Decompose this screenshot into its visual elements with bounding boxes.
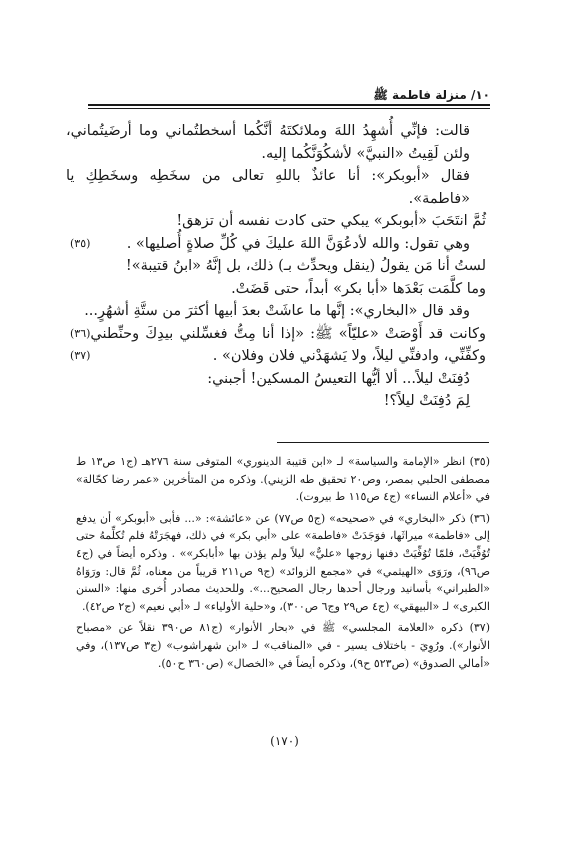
body-text	[66, 120, 486, 413]
paragraph-4	[66, 233, 486, 256]
paragraph-6: وما كلَّمَت بَعْدَها «أبا بكر» أبداً، حتى قَضَتْ.	[231, 280, 486, 297]
footnote-36: (٣٦) ذكر «البخاري» في «صحيحه» (ج٥ ص٧٧) عن «عائشة»: «... فأبى «أبوبكر» أن يدفع إلى «فاطمة» ميراثَها، فوَجَدَتْ «فاطمة» على «أبي بكر» في ذلك، فهجَرَتْهُ فلم تُكلِّمهُ حتى تُوُفِّيَتْ، فلمّا تُوُفِّيَتْ دفنها زوجها «عليٌّ» ليلاً ولم يؤذن بها «أبابكر»» . وذكره أيضاً في (ج٤ ص٩٦)، ورَوَى «الهيثمي» في «مجمع الزوائد» (ج٩ ص٢١١ قريباً من معناه، ثُمَّ قال: ورَوَاهُ «الطبراني» بأسانيد ورجال أحدها رجال الصحيح...». وللحديث مصادر أُخرى منها: «السنن الكبرى» لـ «البيهقي» (ج٤ ص٢٩ وج٦ ص٣٠٠)، و«حلية الأولياء» لـ «أبي نعيم» (ج٢ ص٤٢).	[76, 511, 491, 613]
running-header	[88, 86, 490, 106]
paragraph-7	[66, 300, 486, 340]
paragraph-2: فقال «أبوبكر»: أنا عائذٌ باللهِ تعالى من سخَطِه وسخَطِكِ يا «فاطمة».	[66, 168, 470, 207]
paragraph-5: لستُ أنا مَن يقولُ (ينقل ويحدِّث بـ) ذلك، بل إنَّهُ «ابنُ قتيبة»!	[125, 258, 486, 274]
header-title: ١٠/ منزلة فاطمة ﷺ	[373, 88, 490, 102]
footnote-35: (٣٥) انظر «الإمامة والسياسة» لـ «ابن قتيبة الدينوري» المتوفى سنة ٢٧٦هـ (ج١ ص١٣ ط مصطفى الحلبي بمصر، وص٢٠ تحقيق طه الزيني). وذكره من المتأخرين «عمر رضا كحّالة» في «أعلام النساء» (ج٤ ص١١٥ ط بيروت).	[76, 455, 491, 504]
paragraph-1: قالت: فإنِّي أُشهِدُ اللهَ وملائكتَهُ أنَّكُما أسخطتُماني وما أرضَيتُماني، ولئن لَقِيتُ «النبيَّ» لأشكُوَنَّكُما إليه.	[66, 123, 470, 162]
header-rule-thin	[88, 108, 490, 109]
footnotes	[76, 453, 490, 676]
footnote-37: (٣٧) ذكره «العلامة المجلسي» ﷺ في «بحار الأنوار» (ج٨١ ص٣٩٠ نقلاً عن «مصباح الأنوار»). ورُوِيَ - باختلاف يسير - في «المناقب» لـ «ابن شهراشوب» (ج٣ ص١٣٧)، وفي «أمالي الصدوق» (ص٥٢٣ ح٩)، وذكره أيضاً في «الخصال» (ص٣٦٠ ح٥٠).	[76, 621, 491, 670]
footnote-ref-37[interactable]: (٣٧)	[70, 349, 91, 362]
paragraph-8-text: وكانت قد أَوْصَتْ «عليّاً» ﷺ: «إذا أنا مِتُّ فغسِّلني بيدِكَ وحنِّطني وكفِّنِّي، وادفنِّي ليلاً، ولا يَشهَدْني فلان وفلان» .	[90, 325, 486, 364]
paragraph-4-text: وهي تقول: والله لأدعُوَنَّ اللهَ عليكَ في كُلِّ صلاةٍ أُصليها» .	[126, 235, 470, 252]
footnote-ref-36[interactable]: (٣٦)	[70, 326, 91, 340]
header-rule	[88, 104, 490, 106]
paragraph-10: لِمَ دُفِنَتْ ليلاً؟!	[383, 393, 470, 409]
paragraph-3: ثُمَّ انتَحَبَ «أبوبكر» يبكي حتى كادت نفسه أن تزهق!	[176, 213, 486, 229]
page-number: (١٧٠)	[270, 734, 299, 748]
footnote-separator	[277, 442, 489, 443]
footnote-ref-35[interactable]: (٣٥)	[70, 236, 91, 250]
paragraph-9: دُفِنَتْ ليلاً... ألا أيُّها التعيسُ المسكين! أجبني:	[207, 370, 470, 387]
paragraph-7-text: وقد قال «البخاري»: إنَّها ما عاشَتْ بعدَ أبيها أكثرَ من ستَّةِ أشهُرٍ...	[84, 303, 470, 319]
paragraph-8	[66, 323, 486, 368]
